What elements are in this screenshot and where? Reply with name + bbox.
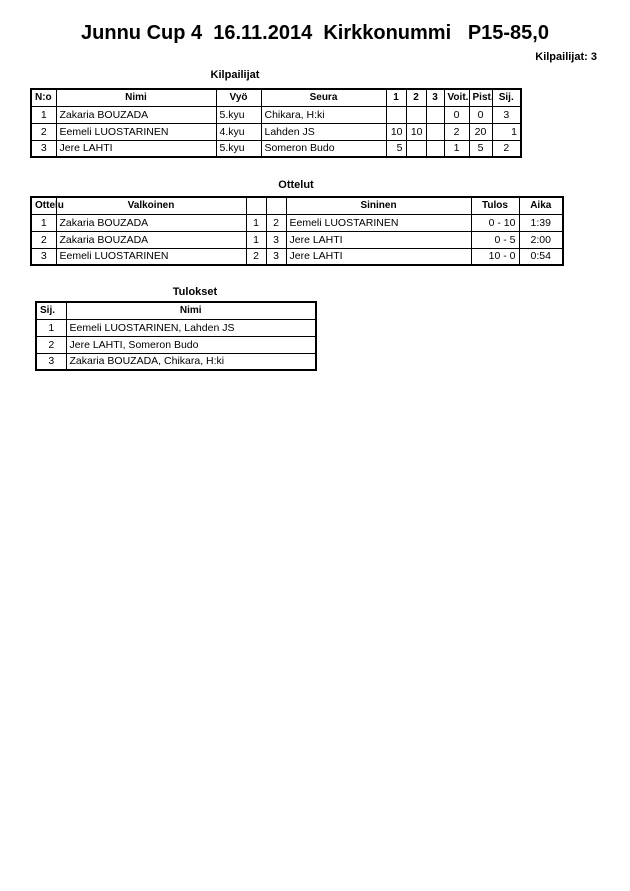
cell-pist: 20 <box>469 123 492 140</box>
tulokset-table <box>35 301 317 371</box>
cell-white-number: 1 <box>246 231 266 248</box>
cell-nimi: Eemeli LUOSTARINEN, Lahden JS <box>66 319 316 336</box>
cell-sininen: Jere LAHTI <box>286 231 471 248</box>
col-header-white-number <box>246 197 266 214</box>
cell-sininen: Eemeli LUOSTARINEN <box>286 214 471 231</box>
cell-pist: 5 <box>469 140 492 157</box>
table-row <box>31 140 521 157</box>
cell-round-1: 10 <box>386 123 406 140</box>
cell-vyo: 4.kyu <box>216 123 261 140</box>
competitors-count: Kilpailijat: 3 <box>535 51 597 63</box>
col-header-nimi: Nimi <box>66 302 316 319</box>
cell-aika: 1:39 <box>519 214 563 231</box>
cell-round-1 <box>386 106 406 123</box>
tulokset-heading: Tulokset <box>172 286 218 298</box>
col-header-sininen: Sininen <box>286 197 471 214</box>
ottelut-heading: Ottelut <box>278 179 314 191</box>
col-header-vyo: Vyö <box>216 89 261 106</box>
cell-no: 2 <box>31 123 56 140</box>
cell-ottelu: 3 <box>31 248 56 265</box>
cell-no: 1 <box>31 106 56 123</box>
cell-sij: 1 <box>492 123 521 140</box>
cell-ottelu: 2 <box>31 231 56 248</box>
cell-no: 3 <box>31 140 56 157</box>
kilpailijat-table <box>30 88 522 158</box>
tulokset-header-row <box>36 302 316 319</box>
cell-tulos: 0 - 5 <box>471 231 519 248</box>
cell-round-2 <box>406 140 426 157</box>
cell-tulos: 10 - 0 <box>471 248 519 265</box>
table-row <box>31 123 521 140</box>
cell-valkoinen: Zakaria BOUZADA <box>56 231 246 248</box>
cell-aika: 0:54 <box>519 248 563 265</box>
col-header-no: N:o <box>31 89 56 106</box>
cell-seura: Someron Budo <box>261 140 386 157</box>
col-header-3: 3 <box>426 89 444 106</box>
cell-round-3 <box>426 123 444 140</box>
col-header-pist: Pist. <box>469 89 492 106</box>
col-header-valkoinen: Valkoinen <box>56 197 246 214</box>
col-header-sij: Sij. <box>36 302 66 319</box>
cell-voit: 2 <box>444 123 469 140</box>
cell-sij: 2 <box>492 140 521 157</box>
cell-nimi: Eemeli LUOSTARINEN <box>56 123 216 140</box>
cell-vyo: 5.kyu <box>216 140 261 157</box>
cell-sij: 3 <box>492 106 521 123</box>
cell-round-2 <box>406 106 426 123</box>
page-title: Junnu Cup 4 16.11.2014 Kirkkonummi P15-85,0 <box>81 22 549 44</box>
table-row <box>36 353 316 370</box>
cell-sij: 2 <box>36 336 66 353</box>
cell-ottelu: 1 <box>31 214 56 231</box>
ottelut-header-row <box>31 197 563 214</box>
col-header-1: 1 <box>386 89 406 106</box>
table-row <box>31 248 563 265</box>
cell-aika: 2:00 <box>519 231 563 248</box>
cell-sij: 1 <box>36 319 66 336</box>
cell-nimi: Jere LAHTI <box>56 140 216 157</box>
cell-white-number: 1 <box>246 214 266 231</box>
col-header-sij: Sij. <box>492 89 521 106</box>
col-header-ottelu: Ottelu <box>31 197 56 214</box>
col-header-nimi: Nimi <box>56 89 216 106</box>
table-row <box>31 231 563 248</box>
cell-seura: Chikara, H:ki <box>261 106 386 123</box>
col-header-2: 2 <box>406 89 426 106</box>
col-header-seura: Seura <box>261 89 386 106</box>
cell-blue-number: 3 <box>266 248 286 265</box>
cell-valkoinen: Zakaria BOUZADA <box>56 214 246 231</box>
cell-voit: 0 <box>444 106 469 123</box>
cell-nimi: Zakaria BOUZADA <box>56 106 216 123</box>
cell-round-3 <box>426 140 444 157</box>
cell-seura: Lahden JS <box>261 123 386 140</box>
cell-round-2: 10 <box>406 123 426 140</box>
cell-voit: 1 <box>444 140 469 157</box>
cell-sij: 3 <box>36 353 66 370</box>
cell-round-3 <box>426 106 444 123</box>
cell-round-1: 5 <box>386 140 406 157</box>
cell-vyo: 5.kyu <box>216 106 261 123</box>
cell-white-number: 2 <box>246 248 266 265</box>
cell-tulos: 0 - 10 <box>471 214 519 231</box>
cell-sininen: Jere LAHTI <box>286 248 471 265</box>
table-row <box>36 336 316 353</box>
cell-blue-number: 2 <box>266 214 286 231</box>
kilpailijat-heading: Kilpailijat <box>210 69 260 81</box>
cell-nimi: Jere LAHTI, Someron Budo <box>66 336 316 353</box>
col-header-blue-number <box>266 197 286 214</box>
kilpailijat-header-row <box>31 89 521 106</box>
table-row <box>31 106 521 123</box>
cell-nimi: Zakaria BOUZADA, Chikara, H:ki <box>66 353 316 370</box>
cell-blue-number: 3 <box>266 231 286 248</box>
col-header-aika: Aika <box>519 197 563 214</box>
col-header-tulos: Tulos <box>471 197 519 214</box>
cell-pist: 0 <box>469 106 492 123</box>
ottelut-table <box>30 196 564 266</box>
cell-valkoinen: Eemeli LUOSTARINEN <box>56 248 246 265</box>
table-row <box>31 214 563 231</box>
col-header-voit: Voit. <box>444 89 469 106</box>
table-row <box>36 319 316 336</box>
